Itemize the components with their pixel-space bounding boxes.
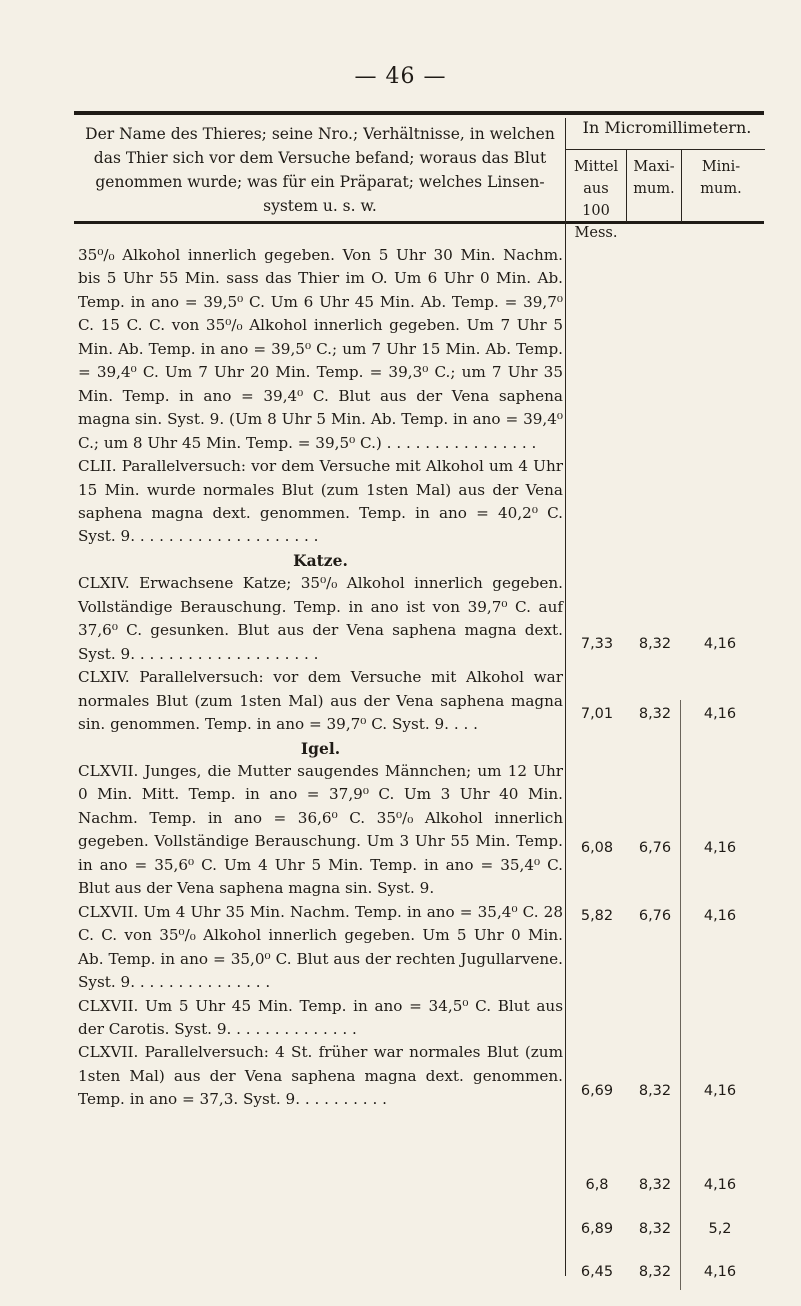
max-value: 6,76: [638, 840, 672, 856]
column-header-mean: Mittel aus 100 Mess.: [573, 159, 619, 241]
column-header-minimum: Mini-mum.: [700, 159, 742, 197]
min-value: 4,16: [703, 706, 737, 722]
table-row: 35⁰/₀ Alkohol innerlich gegeben. Von 5 Uhr 30 Min. Nachm. bis 5 Uhr 55 Min. sass das Thier im O. Um 6 Uhr 0 Min. Ab. Temp. in ano = 39,5⁰ C. Um 6 Uhr 45 Min. Ab. Temp. = 39,7⁰ C. 15 C. C. von 35⁰/₀ Alkohol innerlich gegeben. Um 7 Uhr 5 Min. Ab. Temp. in ano = 39,5⁰ C.; um 7 Uhr 15 Min. Ab. Temp. = 39,4⁰ C. Um 7 Uhr 20 Min. Temp. = 39,3⁰ C.; um 7 Uhr 35 Min. Temp. in ano = 39,4⁰ C. Blut aus der Vena saphena magna sin. Syst. 9. (Um 8 Uhr 5 Min. Ab. Temp. in ano = 39,4⁰ C.; um 8 Uhr 45 Min. Temp. = 39,5⁰ C.) . . . . . . . . . . . . . . . .: [78, 246, 563, 452]
max-value: 8,32: [638, 706, 672, 722]
section-title-igel: Igel.: [300, 738, 341, 758]
mean-value: 7,33: [580, 636, 614, 652]
column-header-description: Der Name des Thieres; seine Nro.; Verhältnisse, in welchen das Thier sich vor dem Versuche befand; woraus das Blut genommen wurde; was für ein Präparat; welches Linsen-system u. s. w.: [85, 125, 555, 215]
max-value: 8,32: [638, 636, 672, 652]
column-rule: [565, 118, 566, 1276]
min-value: 4,16: [703, 840, 737, 856]
min-value: 4,16: [703, 1177, 737, 1193]
min-value: 4,16: [703, 636, 737, 652]
mean-value: 6,69: [580, 1083, 614, 1099]
column-header-maximum: Maxi-mum.: [633, 159, 675, 197]
table-row: CLXVII. Parallelversuch: 4 St. früher war normales Blut (zum 1sten Mal) aus der Vena saphena magna dext. genommen. Temp. in ano = 37,3. Syst. 9. . . . . . . . . .: [78, 1043, 563, 1109]
header-rule: [74, 221, 764, 224]
table-row: CLXIV. Erwachsene Katze; 35⁰/₀ Alkohol innerlich gegeben. Vollständige Berauschung. Temp. in ano ist von 39,7⁰ C. auf 37,6⁰ C. gesunken. Blut aus der Vena saphena magna dext. Syst. 9. . . . . . . . . . . . . . . . . . . .: [78, 574, 563, 663]
column-rule: [681, 150, 682, 222]
min-value: 4,16: [703, 1264, 737, 1280]
max-value: 6,76: [638, 908, 672, 924]
min-value: 4,16: [703, 1083, 737, 1099]
page-number: — 46 —: [354, 64, 447, 89]
table-body: [78, 244, 563, 1112]
max-value: 8,32: [638, 1177, 672, 1193]
min-value: 4,16: [703, 908, 737, 924]
units-rule: [565, 149, 765, 150]
mean-value: 6,08: [580, 840, 614, 856]
max-value: 8,32: [638, 1083, 672, 1099]
max-value: 8,32: [638, 1264, 672, 1280]
section-title-katze: Katze.: [293, 550, 348, 570]
column-header-units: In Micromillimetern.: [582, 118, 752, 137]
column-rule: [680, 700, 681, 1290]
top-rule: [74, 111, 764, 115]
mean-value: 6,8: [585, 1177, 609, 1193]
table-row: CLXVII. Um 4 Uhr 35 Min. Nachm. Temp. in ano = 35,4⁰ C. 28 C. C. von 35⁰/₀ Alkohol innerlich gegeben. Um 5 Uhr 0 Min. Ab. Temp. in ano = 35,0⁰ C. Blut aus der rechten Jugullarvene. Syst. 9. . . . . . . . . . . . . . .: [78, 902, 563, 992]
table-row: CLII. Parallelversuch: vor dem Versuche mit Alkohol um 4 Uhr 15 Min. wurde normales Blut (zum 1sten Mal) aus der Vena saphena magna dext. genommen. Temp. in ano = 40,2⁰ C. Syst. 9. . . . . . . . . . . . . . . . . . . .: [78, 457, 563, 546]
table-row: CLXIV. Parallelversuch: vor dem Versuche mit Alkohol war normales Blut (zum 1sten Mal) aus der Vena saphena magna sin. genommen. Temp. in ano = 39,7⁰ C. Syst. 9. . . .: [78, 668, 563, 734]
min-value: 5,2: [708, 1221, 732, 1237]
mean-value: 7,01: [580, 706, 614, 722]
max-value: 8,32: [638, 1221, 672, 1237]
table-row: CLXVII. Um 5 Uhr 45 Min. Temp. in ano = 34,5⁰ C. Blut aus der Carotis. Syst. 9. . . . . . . . . . . . . .: [78, 996, 563, 1038]
table-row: CLXVII. Junges, die Mutter saugendes Männchen; um 12 Uhr 0 Min. Mitt. Temp. in ano = 37,9⁰ C. Um 3 Uhr 40 Min. Nachm. Temp. in ano = 36,6⁰ C. 35⁰/₀ Alkohol innerlich gegeben. Vollständige Berauschung. Um 3 Uhr 55 Min. Temp. in ano = 35,6⁰ C. Um 4 Uhr 5 Min. Temp. in ano = 35,4⁰ C. Blut aus der Vena saphena magna sin. Syst. 9.: [78, 761, 563, 898]
mean-value: 6,89: [580, 1221, 614, 1237]
mean-value: 5,82: [580, 908, 614, 924]
mean-value: 6,45: [580, 1264, 614, 1280]
column-rule: [626, 150, 627, 222]
